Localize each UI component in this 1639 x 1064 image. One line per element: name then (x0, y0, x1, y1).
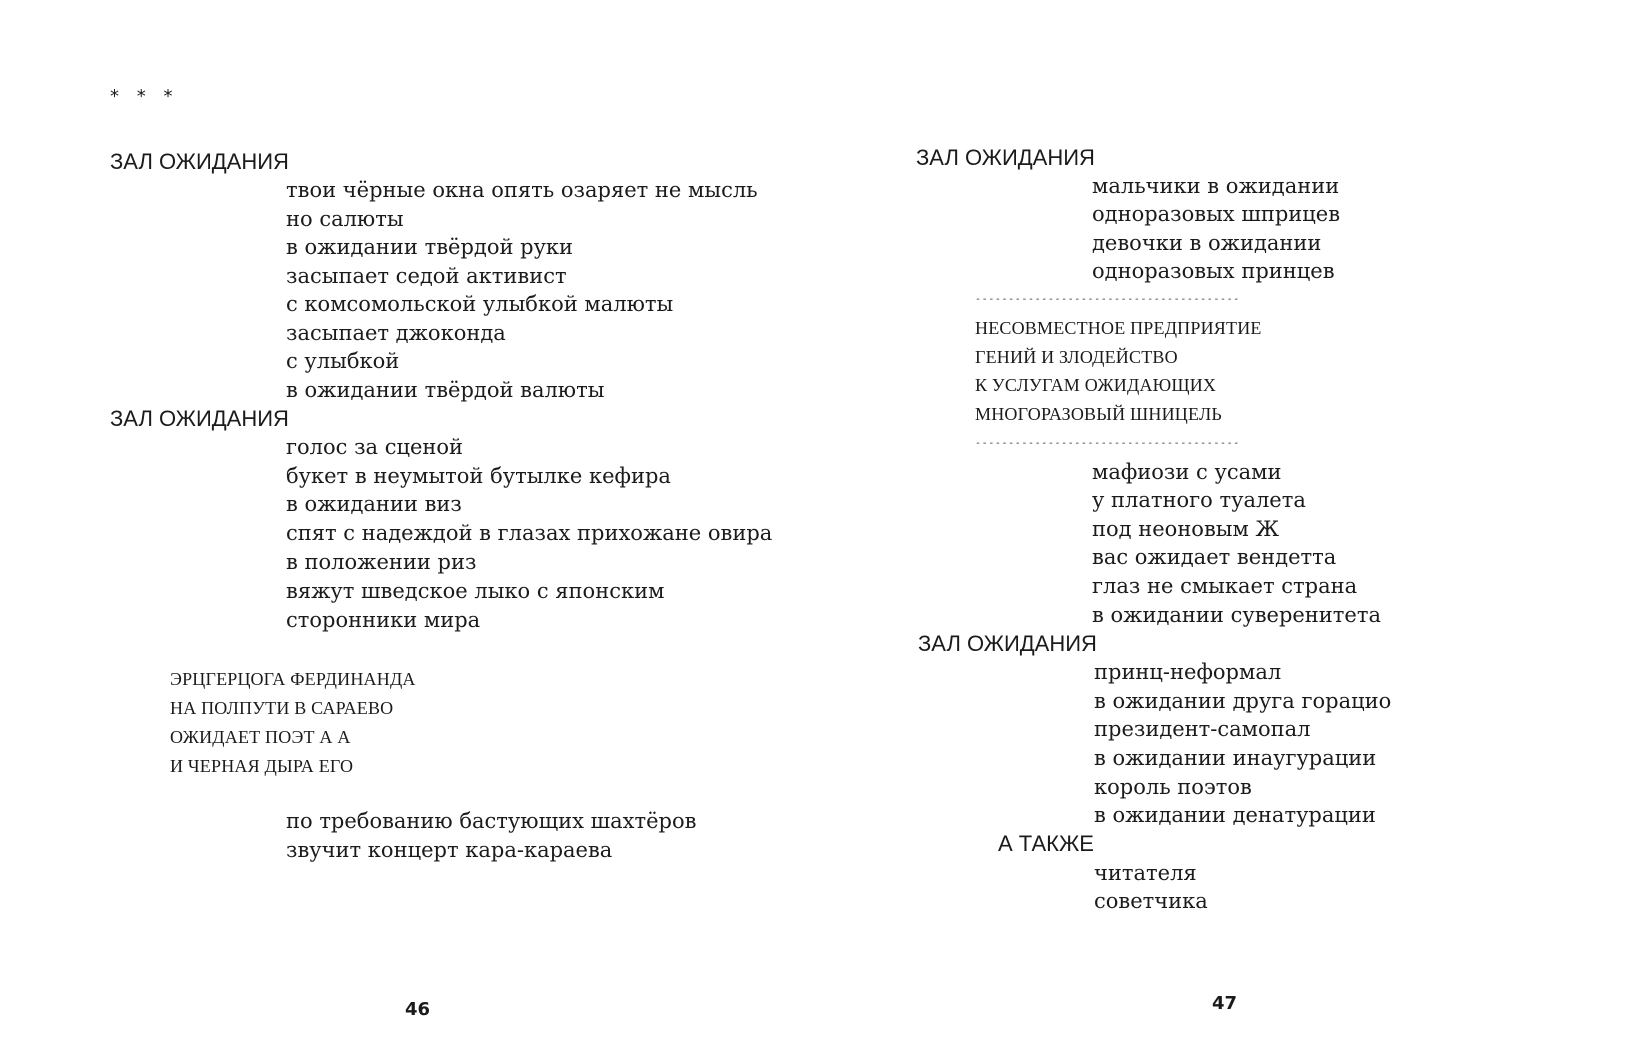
section-mark: * * * (110, 86, 179, 107)
poem-line: сторонники мира (286, 608, 481, 632)
poem-line: девочки в ожидании (1092, 231, 1322, 255)
poem-heading: ЗАЛ ОЖИДАНИЯ (110, 406, 289, 431)
poem-line: в ожидании твёрдой валюты (286, 378, 605, 402)
poem-line: звучит концерт кара-караева (286, 838, 613, 862)
poem-line: король поэтов (1094, 775, 1252, 799)
caps-line: ОЖИДАЕТ ПОЭТ А А (170, 727, 351, 747)
poem-line: в ожидании суверенитета (1092, 603, 1381, 627)
poem-line: мафиози с усами (1092, 460, 1282, 484)
poem-line: советчика (1094, 889, 1208, 913)
poem-line: в ожидании твёрдой руки (286, 235, 574, 259)
poem-line: в ожидании денатурации (1094, 803, 1376, 827)
caps-line: НЕСОВМЕСТНОЕ ПРЕДПРИЯТИЕ (975, 318, 1262, 338)
poem-line: засыпает седой активист (286, 264, 567, 288)
poem-line: в положении риз (286, 550, 477, 574)
poem-line: с улыбкой (286, 349, 400, 373)
poem-line: по требованию бастующих шахтёров (286, 809, 697, 833)
poem-line: президент-самопал (1094, 717, 1311, 741)
poem-line: под неоновым Ж (1092, 517, 1280, 541)
poem-line: в ожидании виз (286, 492, 462, 516)
poem-line: букет в неумытой бутылке кефира (286, 464, 671, 488)
poem-line: читателя (1094, 861, 1197, 885)
poem-line: но салюты (286, 207, 404, 231)
poem-line: твои чёрные окна опять озаряет не мысль (286, 178, 758, 202)
poem-line: с комсомольской улыбкой малюты (286, 292, 674, 316)
poem-line: одноразовых принцев (1092, 259, 1335, 283)
poem-line: глаз не смыкает страна (1092, 574, 1358, 598)
poem-line: мальчики в ожидании (1092, 174, 1340, 198)
poem-line: у платного туалета (1092, 488, 1306, 512)
caps-line: К УСЛУГАМ ОЖИДАЮЩИХ (975, 375, 1217, 395)
page-number: 47 (1212, 993, 1238, 1014)
caps-line: МНОГОРАЗОВЫЙ ШНИЦЕЛЬ (975, 404, 1222, 424)
poem-line: принц-неформал (1094, 660, 1282, 684)
poem-line: вас ожидает вендетта (1092, 545, 1337, 569)
right-page (820, 0, 1639, 1064)
poem-line: в ожидании друга горацио (1094, 689, 1392, 713)
separator-line: ---------------------------------------- (975, 294, 1240, 305)
caps-line: НА ПОЛПУТИ В САРАЕВО (170, 698, 394, 718)
poem-line: одноразовых шприцев (1092, 202, 1341, 226)
caps-line: И ЧЕРНАЯ ДЫРА ЕГО (170, 756, 354, 776)
poem-heading: ЗАЛ ОЖИДАНИЯ (918, 631, 1097, 656)
poem-line: вяжут шведское лыко с японским (286, 579, 665, 603)
poem-line: в ожидании инаугурации (1094, 746, 1377, 770)
also-label: А ТАКЖЕ (998, 831, 1094, 856)
poem-heading: ЗАЛ ОЖИДАНИЯ (916, 145, 1095, 170)
caps-line: ЭРЦГЕРЦОГА ФЕРДИНАНДА (170, 669, 416, 689)
separator-line: ---------------------------------------- (975, 438, 1240, 449)
poem-line: голос за сценой (286, 435, 464, 459)
poem-heading: ЗАЛ ОЖИДАНИЯ (110, 149, 289, 174)
caps-line: ГЕНИЙ И ЗЛОДЕЙСТВО (975, 347, 1178, 367)
poem-line: засыпает джоконда (286, 321, 506, 345)
page-number: 46 (405, 999, 431, 1020)
poem-line: спят с надеждой в глазах прихожане овира (286, 521, 773, 545)
